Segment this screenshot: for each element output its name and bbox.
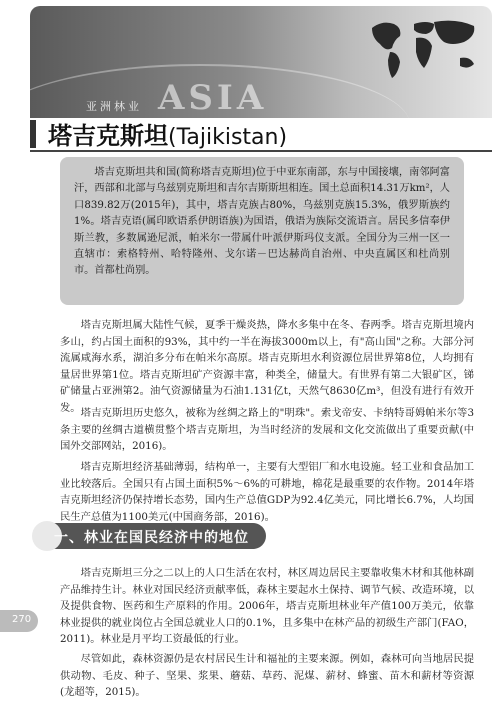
chapter-title-en: (Tajikistan) — [168, 125, 288, 150]
body-block-1 — [60, 317, 474, 417]
title-accent — [30, 120, 36, 148]
body-block-5 — [60, 651, 474, 701]
section-heading-text: 一、林业在国民经济中的地位 — [54, 530, 249, 546]
paragraph-forest-resources: 尽管如此，森林资源仍是农村居民生计和福祉的主要来源。例如，森林可向当地居民提供动物、毛皮、种子、坚果、浆果、蘑菇、草药、泥煤、薪材、蜂蜜、苗木和薪材等资源(龙超等，2015)。 — [60, 653, 474, 699]
section-label-cn: 亚洲林业 — [86, 100, 142, 113]
page-number: 270 — [12, 614, 32, 625]
body-block-3 — [60, 459, 474, 525]
paragraph-forestry-role: 塔吉克斯坦三分之二以上的人口生活在农村，林区周边居民主要靠收集木材和其他林副产品维持生计。林业对国民经济贡献率低，森林主要起水土保持、调节气候、改造环境，以及提供食物、医药和生产原料的作用。2006年，塔吉克斯坦林业年产值100万美元，依靠林业提供的就业岗位占全国总就业人口的0.1%，且多集中在林产品的初级生产部门(FAO，2011)。林业是月平均工资最低的行业。 — [60, 567, 474, 646]
chapter-header-band — [30, 6, 492, 118]
paragraph-economy: 塔吉克斯坦经济基础薄弱，结构单一，主要有大型铝厂和水电设施。轻工业和食品加工业比较落后。全国只有占国土面积5%～6%的可耕地，棉花是最重要的农作物。2014年塔吉克斯坦经济仍保持增长态势，国内生产总值GDP为92.4亿美元，同比增长6.7%，人均国民生产总值为1100美元(中国商务部，2016)。 — [60, 461, 474, 523]
paragraph-climate: 塔吉克斯坦属大陆性气候，夏季干燥炎热，降水多集中在冬、春两季。塔吉克斯坦境内多山，约占国土面积的93%，其中约一半在海拔3000m以上，有"高山国"之称。大部分河流属咸海水系，湖泊多分布在帕米尔高原。塔吉克斯坦水利资源位居世界第8位，人均拥有量居世界第1位。塔吉克斯坦矿产资源丰富，种类全，储量大。有世界有第二大银矿区，锑矿储量占亚洲第2。油气资源储量为石油1.131亿t，天然气8630亿m³，但没有进行有效开发。 — [60, 319, 474, 414]
summary-text: 塔吉克斯坦共和国(简称塔吉克斯坦)位于中亚东南部，东与中国接壤，南邻阿富汗，西部和北部与乌兹别克斯坦和吉尔吉斯斯坦相连。国土总面积14.31万km²，人口839.82万(2015年)，其中，塔吉克族占80%，乌兹别克族15.3%，俄罗斯族约1%。塔吉克语(属印欧语系伊朗语族)为国语，俄语为族际交流语言。居民多信奉伊斯兰教，多数属逊尼派，帕米尔一带属什叶派伊斯玛仪支派。全国分为三州一区一直辖市：索格特州、哈特隆州、戈尔诺－巴达赫尚自治州、中央直属区和杜尚别市。首都杜尚别。 — [74, 167, 450, 277]
chapter-title-cn: 塔吉克斯坦 — [48, 122, 168, 150]
section-heading — [34, 523, 266, 549]
section-mark — [70, 78, 290, 118]
section-label-en: ASIA — [158, 78, 268, 118]
chapter-title-bar — [30, 116, 492, 152]
page-number-tab — [0, 610, 38, 632]
body-block-2 — [60, 405, 474, 455]
country-summary-box — [60, 157, 464, 305]
body-block-4 — [60, 565, 474, 648]
chapter-title — [48, 116, 287, 151]
world-map-icon — [364, 14, 484, 84]
paragraph-history: 塔吉克斯坦历史悠久，被称为丝绸之路上的"明珠"。索戈帝安、卡纳特哥姆帕米尔等3条主要的丝绸古道横贯整个塔吉克斯坦，为当时经济的发展和文化交流做出了重要贡献(中国外交部网站，2016)。 — [60, 407, 474, 453]
